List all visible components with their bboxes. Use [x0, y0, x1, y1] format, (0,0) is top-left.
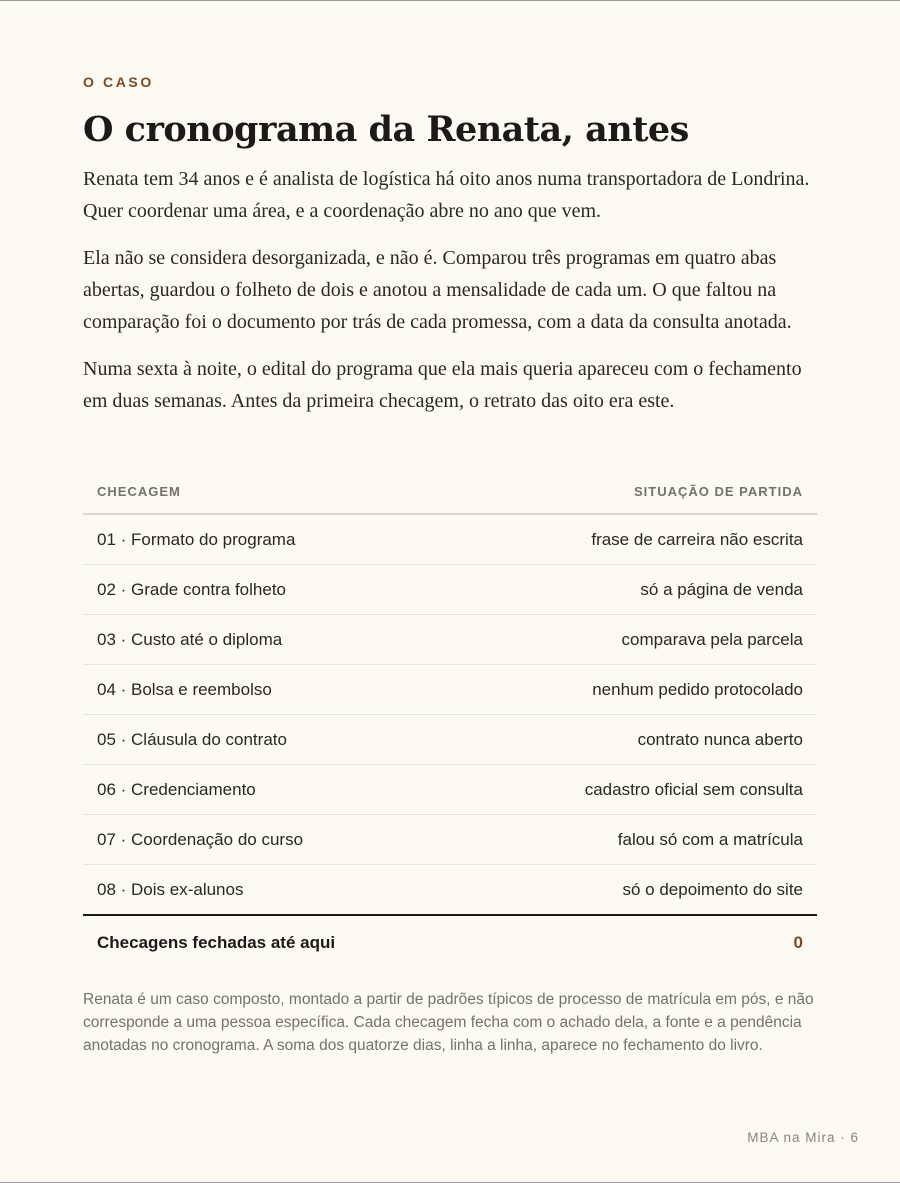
total-row	[83, 915, 817, 970]
footnote: Renata é um caso composto, montado a partir de padrões típicos de processo de matrícula em pós, e não corresponde a uma pessoa específica. Cada checagem fecha com o achado dela, a fonte e a pendência anotadas no cronograma. A soma dos quatorze dias, linha a linha, aparece no fechamento do livro.	[83, 991, 814, 1054]
column-header-checagem: CHECAGEM	[83, 470, 464, 514]
check-status: só a página de venda	[464, 565, 817, 615]
table-row	[83, 615, 817, 665]
table-row	[83, 815, 817, 865]
table-header-row	[83, 470, 817, 514]
body-text	[83, 163, 817, 432]
total-value: 0	[793, 933, 803, 952]
table-row	[83, 514, 817, 565]
check-name: 02 · Grade contra folheto	[83, 565, 464, 615]
paragraph: Ela não se considera desorganizada, e não é. Comparou três programas em quatro abas abertas, guardou o folheto de dois e anotou a mensalidade de cada um. O que faltou na comparação foi o documento por trás de cada promessa, com a data da consulta anotada.	[83, 247, 792, 333]
table-row	[83, 715, 817, 765]
check-name: 06 · Credenciamento	[83, 765, 464, 815]
check-status: comparava pela parcela	[464, 615, 817, 665]
page-title: O cronograma da Renata, antes	[83, 109, 689, 150]
section-eyebrow: O CASO	[83, 74, 154, 90]
check-name: 08 · Dois ex-alunos	[83, 865, 464, 916]
check-status: frase de carreira não escrita	[464, 514, 817, 565]
check-status: nenhum pedido protocolado	[464, 665, 817, 715]
total-label: Checagens fechadas até aqui	[97, 933, 336, 952]
check-status: contrato nunca aberto	[464, 715, 817, 765]
table-row	[83, 565, 817, 615]
table-row	[83, 865, 817, 916]
checks-table	[83, 470, 817, 970]
check-name: 01 · Formato do programa	[83, 514, 464, 565]
check-status: só o depoimento do site	[464, 865, 817, 916]
paragraph: Numa sexta à noite, o edital do programa que ela mais queria apareceu com o fechamento em duas semanas. Antes da primeira checagem, o retrato das oito era este.	[83, 358, 802, 412]
table-row	[83, 765, 817, 815]
check-name: 07 · Coordenação do curso	[83, 815, 464, 865]
paragraph: Renata tem 34 anos e é analista de logística há oito anos numa transportadora de Londrina. Quer coordenar uma área, e a coordenação abre no ano que vem.	[83, 168, 810, 222]
check-status: cadastro oficial sem consulta	[464, 765, 817, 815]
check-name: 03 · Custo até o diploma	[83, 615, 464, 665]
page-footer: MBA na Mira · 6	[747, 1130, 859, 1145]
column-header-situacao: SITUAÇÃO DE PARTIDA	[464, 470, 817, 514]
check-name: 05 · Cláusula do contrato	[83, 715, 464, 765]
check-name: 04 · Bolsa e reembolso	[83, 665, 464, 715]
table-row	[83, 665, 817, 715]
check-status: falou só com a matrícula	[464, 815, 817, 865]
